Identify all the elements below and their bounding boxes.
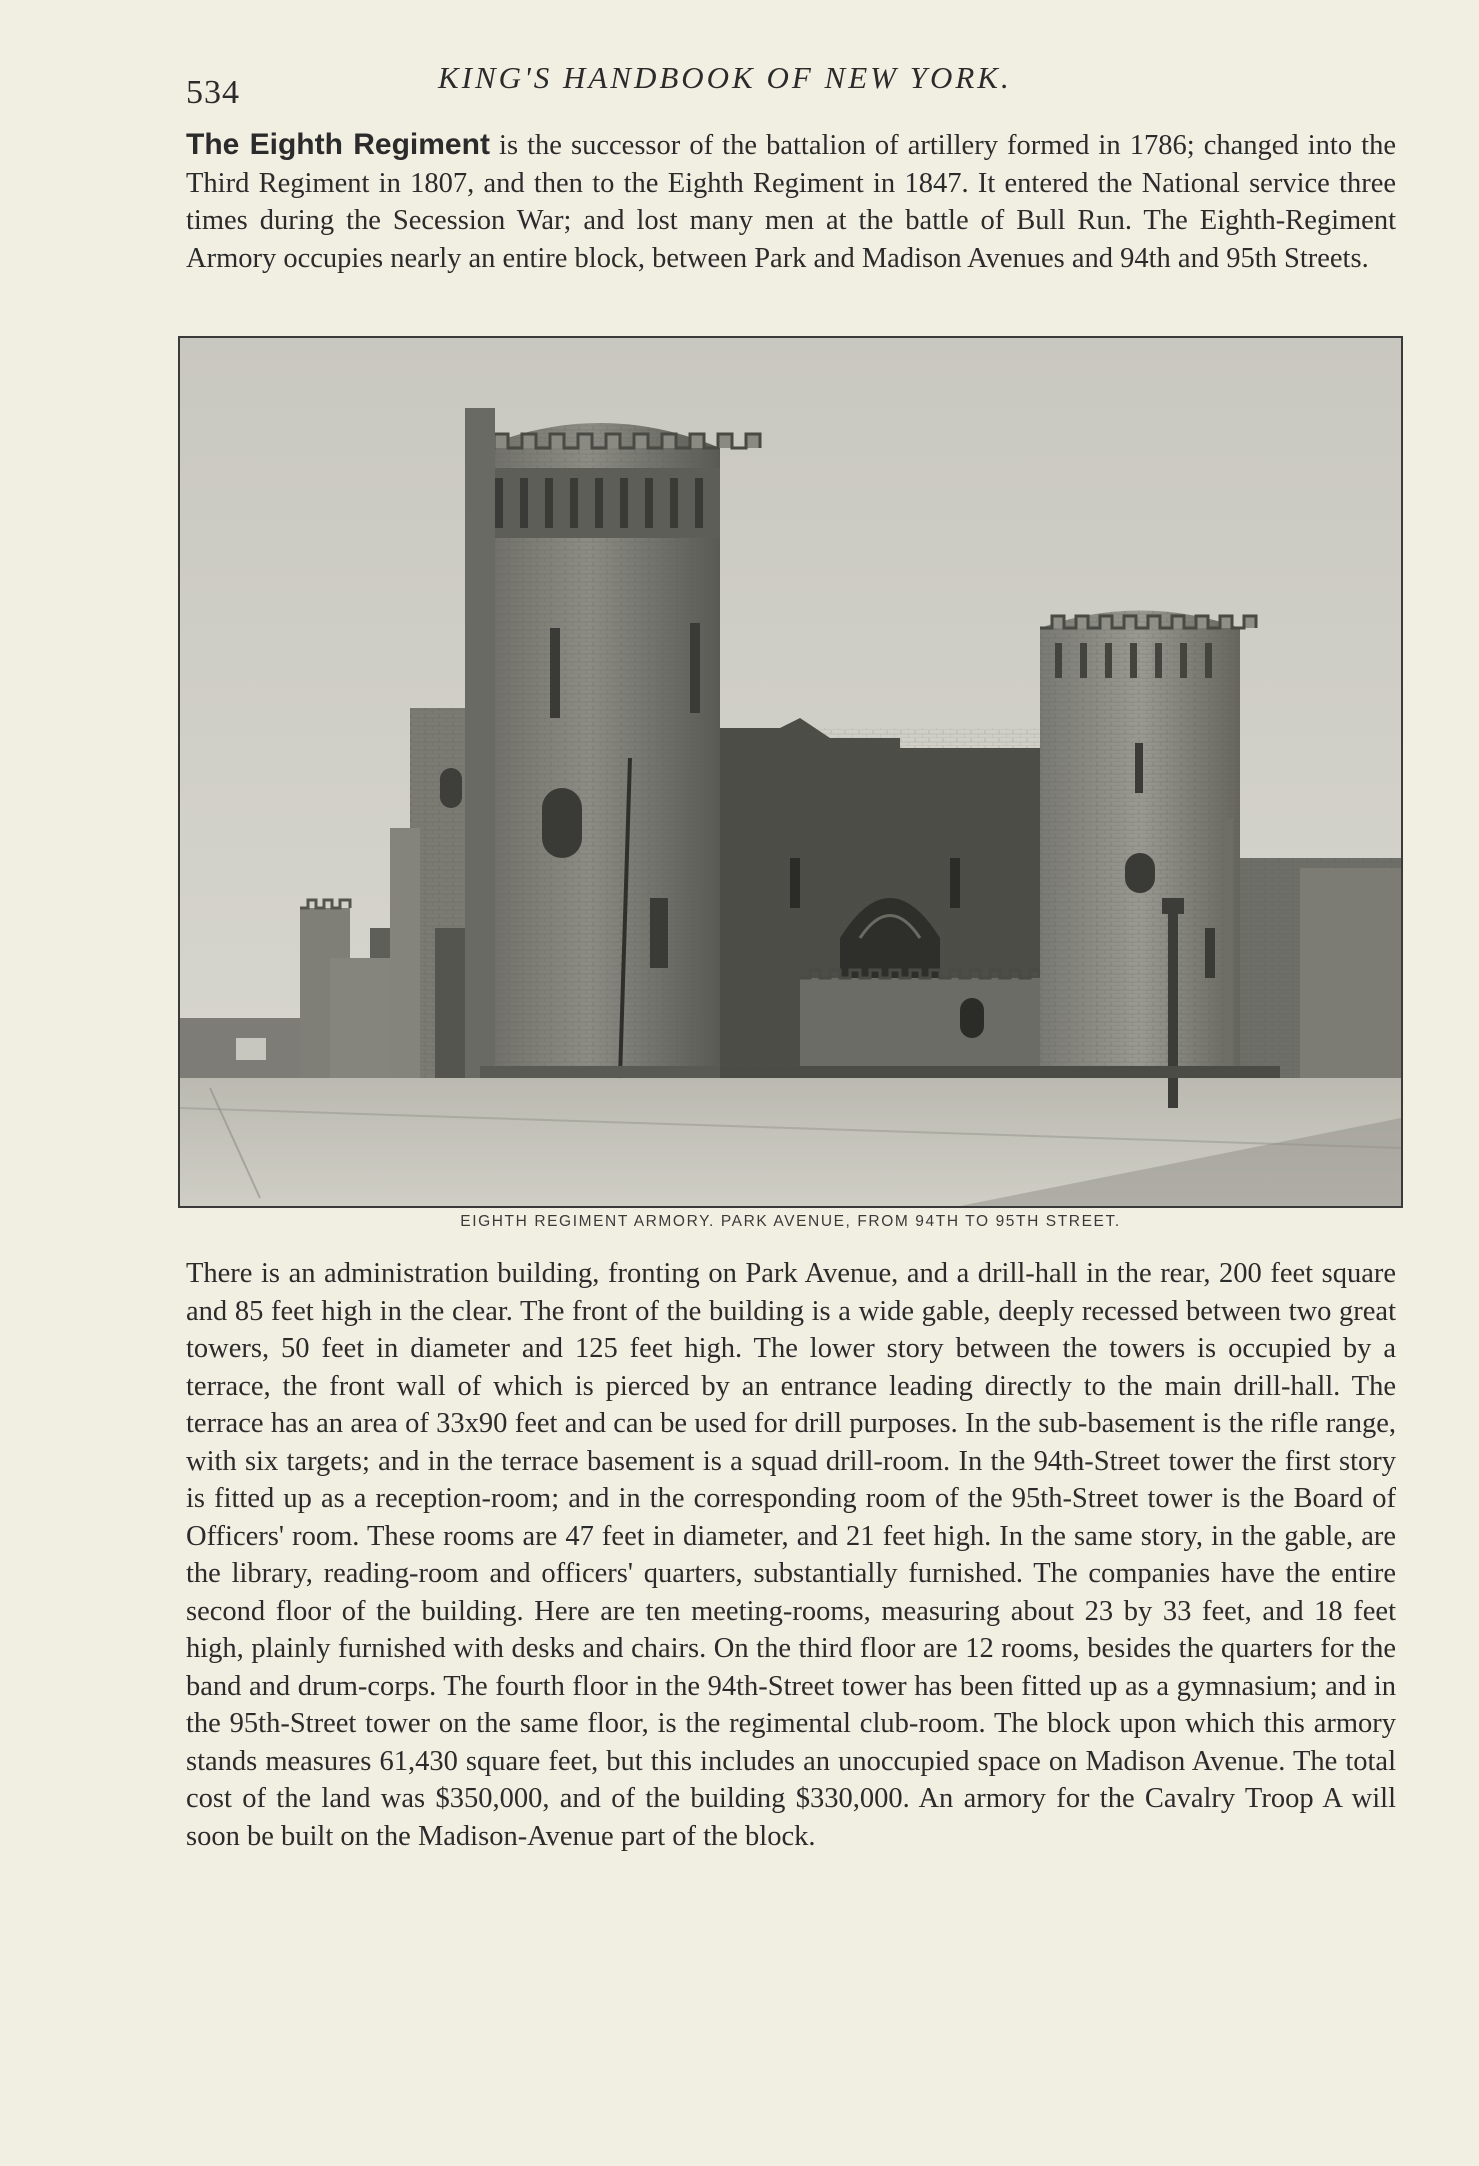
intro-paragraph — [186, 126, 1396, 277]
left-tower — [465, 408, 760, 1078]
right-wing — [1240, 858, 1401, 1078]
fence — [720, 1066, 1280, 1078]
body-paragraph: There is an administration building, fronting on Park Avenue, and a drill-hall in the rear, 200 feet square and 85 feet high in the clear. The front of the building is a wide gable, deeply recessed between two great towers, 50 feet in diameter and 125 feet high. The lower story between the towers is occupied by a terrace, the front wall of which is pierced by an entrance leading directly to the main drill-hall. The terrace has an area of 33x90 feet and can be used for drill purposes. In the sub-basement is the rifle range, with six targets; and in the terrace basement is a squad drill-room. In the 94th-Street tower the first story is fitted up as a reception-room; and in the corresponding room of the 95th-Street tower is the Board of Officers' room. These rooms are 47 feet in diameter, and 21 feet high. In the same story, in the gable, are the library, reading-room and officers' quarters, substantially furnished. The companies have the entire second floor of the building. Here are ten meeting-rooms, measuring about 23 by 33 feet, and 18 feet high, plainly furnished with desks and chairs. On the third floor are 12 rooms, besides the quarters for the band and drum-corps. The fourth floor in the 94th-Street tower has been fitted up as a gymnasium; and in the 95th-Street tower on the same floor, is the regimental club-room. The block upon which this armory stands measures 61,430 square feet, but this includes an unoccupied space on Madison Avenue. The total cost of the land was $350,000, and of the building $330,000. An armory for the Cavalry Troop A will soon be built on the Madison-Avenue part of the block. — [186, 1258, 1396, 1852]
intro-text: is the successor of the battalion of artillery formed in 1786; changed into the Third Regiment in 1807, and then to the Eighth Regiment in 1847. It entered the National service three times during the Secession War; and lost many men at the battle of Bull Run. The Eighth-Regiment Armory occupies nearly an entire block, between Park and Madison Avenues and 94th and 95th Streets. — [186, 130, 1396, 274]
right-tower — [1040, 611, 1256, 1079]
running-head: KING'S HANDBOOK OF NEW YORK. — [438, 60, 1012, 95]
armory-photograph — [178, 336, 1403, 1208]
figure-caption: EIGHTH REGIMENT ARMORY. PARK AVENUE, FROM 94TH TO 95TH STREET. — [460, 1213, 1121, 1230]
section-heading: The Eighth Regiment — [186, 128, 490, 161]
page-number: 534 — [186, 74, 240, 111]
